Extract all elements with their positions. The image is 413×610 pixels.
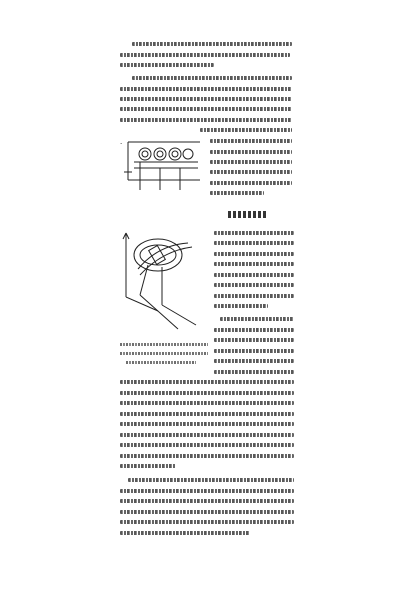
text-line <box>120 87 292 91</box>
text-line <box>132 76 292 80</box>
text-line <box>210 139 292 143</box>
text-line <box>210 181 292 185</box>
text-line <box>214 241 294 245</box>
text-line <box>120 63 214 67</box>
text-line <box>214 294 294 298</box>
text-line <box>214 359 294 363</box>
text-line <box>120 412 294 416</box>
figure-1-coil-diagram <box>120 132 206 194</box>
text-line <box>120 380 294 384</box>
text-line <box>120 97 292 101</box>
text-line <box>210 191 264 195</box>
text-line <box>120 510 294 514</box>
svg-text:.: . <box>120 138 123 146</box>
text-line <box>132 42 292 46</box>
figure-caption-line <box>120 352 208 355</box>
text-line <box>128 478 294 482</box>
text-line <box>200 128 292 132</box>
figure-2-pipe-coil-diagram <box>118 225 206 337</box>
text-line <box>214 262 294 266</box>
text-line <box>210 160 292 164</box>
text-line <box>210 150 292 154</box>
text-line <box>120 433 294 437</box>
text-line <box>120 454 294 458</box>
text-line <box>120 53 290 57</box>
text-line <box>120 391 294 395</box>
text-line <box>214 231 294 235</box>
text-line <box>120 489 294 493</box>
text-line <box>120 422 294 426</box>
text-line <box>120 118 292 122</box>
figure-caption-line <box>126 361 196 364</box>
text-line <box>120 464 176 468</box>
text-line <box>120 531 250 535</box>
text-line <box>214 273 294 277</box>
text-line <box>214 252 294 256</box>
text-line <box>220 317 294 321</box>
text-line <box>120 107 292 111</box>
text-line <box>214 349 294 353</box>
figure-caption-line <box>120 343 208 346</box>
text-line <box>214 328 294 332</box>
text-line <box>210 170 292 174</box>
text-line <box>120 499 294 503</box>
text-line <box>120 401 294 405</box>
text-line <box>120 443 294 447</box>
text-line <box>214 283 294 287</box>
section-heading <box>228 211 268 218</box>
text-line <box>214 338 294 342</box>
text-line <box>214 304 268 308</box>
text-line <box>214 370 294 374</box>
text-line <box>120 520 294 524</box>
